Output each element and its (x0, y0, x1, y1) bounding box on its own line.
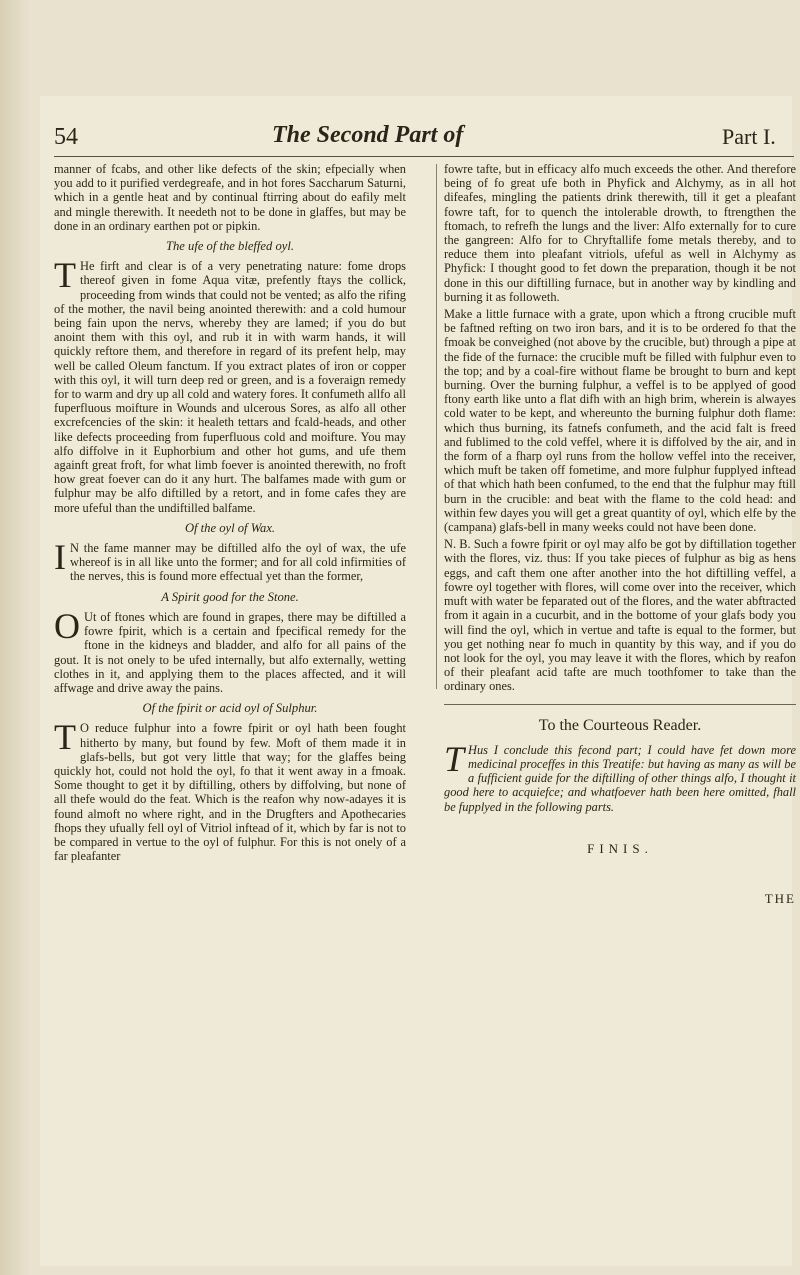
header-rule (54, 156, 794, 157)
running-head: The Second Part of (272, 122, 464, 148)
part-label: Part I. (722, 124, 776, 149)
section-heading: The ufe of the bleffed oyl. (165, 239, 294, 254)
reader-note (444, 738, 796, 814)
paragraph (54, 537, 406, 584)
paragraph: N. B. Such a fowre fpirit or oyl may alfo be got by diftillation together with the flores, viz. thus: If you take pieces of fulphur as big as hens eggs, and caft them one after another into the hot diftilling veffel, a fowre oyl together with flores, will come over into the receiver, which muft with water be feparated out of the flores, and the water abftracted from it again in a cucurbit, and in the bottome of your glafs body you will find the oyl, which in vertue and tafte is equal to the former, but you get nothing near fo much in quantity by this way, and if you do not look for the oyl, you may leave it with the flores, which by reafon of their pleafant acid tafte are much toothfomer to take than the ordinary ones. (444, 537, 796, 694)
catchword: THE (764, 890, 796, 906)
section-heading: Of the oyl of Wax. (184, 520, 276, 535)
book-spine-shadow (0, 0, 30, 1275)
section-heading: Of the fpirit or acid oyl of Sulphur. (142, 701, 318, 716)
right-column (444, 162, 796, 906)
reader-title: To the Courteous Reader. (538, 716, 702, 734)
finis: FINIS. (587, 840, 653, 856)
paragraph (54, 605, 406, 695)
paragraph (54, 255, 406, 515)
drop-cap: I (54, 537, 66, 578)
paragraph-text: He firft and clear is of a very penetrating nature: fome drops thereof given in fome Aqua vitæ, prefently ftays the collick, proceeding from winds that could not be vented; as alfo the rifing of the mother, the navil being anointed therewith: and a cold humour being fain upon the nervs, whereby they are lamed; if you do but anoint them with this oyl, and rub it in with warm hands, it will quickly reftore them, and therefore in regard of its prefent help, may well be called Oleum fanctum. If you extract plates of iron or copper with this oyl, it will turn deep red or green, and is a foveraign remedy for to warm and dry up all cold and watery fores. It confumeth allfo all fuperfluous moifture in Wounds and ulcerous Sores, as alfo all other excrefcencies of the skin: it healeth tettars and fcald-heads, and other like defects proceeding from fuperfluous cold and moifture. You may alfo diffolve in it Euphorbium and other hot gums, and ufe them againft great froft, for what limb foever is anointed therewith, no froft how great foever can do it any hurt. The balfames made with gum or fulphur may be alfo diftilled by a retort, and in fome cafes they are more ufeful than the undiftilled balfame. (54, 259, 406, 515)
drop-cap: T (444, 738, 465, 779)
paragraph-text: N the fame manner may be diftilled alfo the oyl of wax, the ufe whereof is in all like unto the former; and for all cold infirmities of the nerves, this is found more effectual yet than the former, (70, 541, 406, 584)
page-number: 54 (54, 124, 78, 150)
section-rule (444, 704, 796, 705)
column-divider (436, 164, 437, 689)
section-heading: A Spirit good for the Stone. (161, 589, 299, 604)
drop-cap: O (54, 605, 80, 646)
paragraph: fowre tafte, but in efficacy alfo much exceeds the other. And therefore being of fo great ufe both in Phyfick and Alchymy, as in all hot difeafes, mingling the patients drink therewith, till it get a pleafant fowre taft, for to quench the intolerable drowth, to ftrengthen the ftomach, to refrefh the lungs and the liver: Alfo externally for to cure the gangreen: Alfo for to Chryftallife fome metals thereby, and to reduce them into pleafant vitriols, ufeful as well in Alchymy as Phyfick: I thought good to fet down the preparation, though it be not done in this our diftilling furnace, but in another way by kindling and burning it as followeth. (444, 162, 796, 304)
paragraph-text: Ut of ftones which are found in grapes, there may be diftilled a fowre fpirit, which is a certain and fpecifical remedy for the ftone in the kidneys and bladder, and alfo for all pains of the gout. It is not onely to be ufed internally, but alfo externally, wetting clothes in it, and applying them to the places affected, and it will affwage and drive away the pains. (54, 609, 406, 695)
drop-cap: T (54, 717, 76, 758)
paragraph: manner of fcabs, and other like defects of the skin; efpecially when you add to it purified verdegreafe, and in hot fores Saccharum Saturni, which in a gentle heat and by continual ftirring about do eafily melt and mingle therewith. It needeth not to be done in glaffes, but may be done in an ordinary earthen pot or pipkin. (54, 162, 406, 233)
drop-cap: T (54, 255, 76, 296)
paragraph-text: O reduce fulphur into a fowre fpirit or oyl hath been fought hitherto by many, but found by few. Moft of them made it in glafs-bells, but got very little that way; for the glaffes being quickly hot, could not hold the oyl, fo that it went away in a fmoak. Some thought to get it by diftilling, others by diffolving, but none of all thefe would do the feat. Which is the reafon why now-adayes it is found almoft no where right, and in the Drugfters and Apothecaries fhops they ufually fell oyl of Vitriol inftead of it, which by far is not to be compared in vertue to the oyl of fulphur. For this is not onely of a far pleafanter (54, 721, 406, 864)
paragraph (54, 717, 406, 864)
left-column (54, 162, 406, 866)
page-header (54, 122, 794, 166)
reader-note-text: Hus I conclude this fecond part; I could have fet down more medicinal proceffes in this Treatife: but having as many as will be a fufficient guide for the diftilling of other things alfo, I thought it good here to acquiefce; and whatfoever hath been here omitted, fhall be fupplyed in the following parts. (444, 742, 796, 814)
paragraph: Make a little furnace with a grate, upon which a ftrong crucible muft be faftned refting on two iron bars, and it is to be ordered fo that the fmoak be conveighed (not above by the crucible, but) through a pipe at the fide of the furnace: the crucible muft be filled with fulphur even to the top; and by a coal-fire without flame be brought to burn and kept burning. Over the burning fulphur, a veffel is to be applyed of good ftony earth like unto a flat difh with an high brim, wherein is alwayes cold water to be kept, and whereunto the burning fulphur doth flame: which thus burning, its fatnefs confumeth, and the acid falt is freed and fublimed to the cold veffel, where it is diffolved by the air, and in the form of a fharp oyl runs from the hollow veffel into the receiver, which muft be taken off fometime, and more fulphur fupplyed inftead of that which hath been confumed, to the end that the fulphur may ftill burn in the crucible: and beat with the flame to the cold head: and within few dayes you will get a great quantity of oyl, which elfe by the (campana) glafs-bell in many weeks could not have been done. (444, 307, 796, 535)
